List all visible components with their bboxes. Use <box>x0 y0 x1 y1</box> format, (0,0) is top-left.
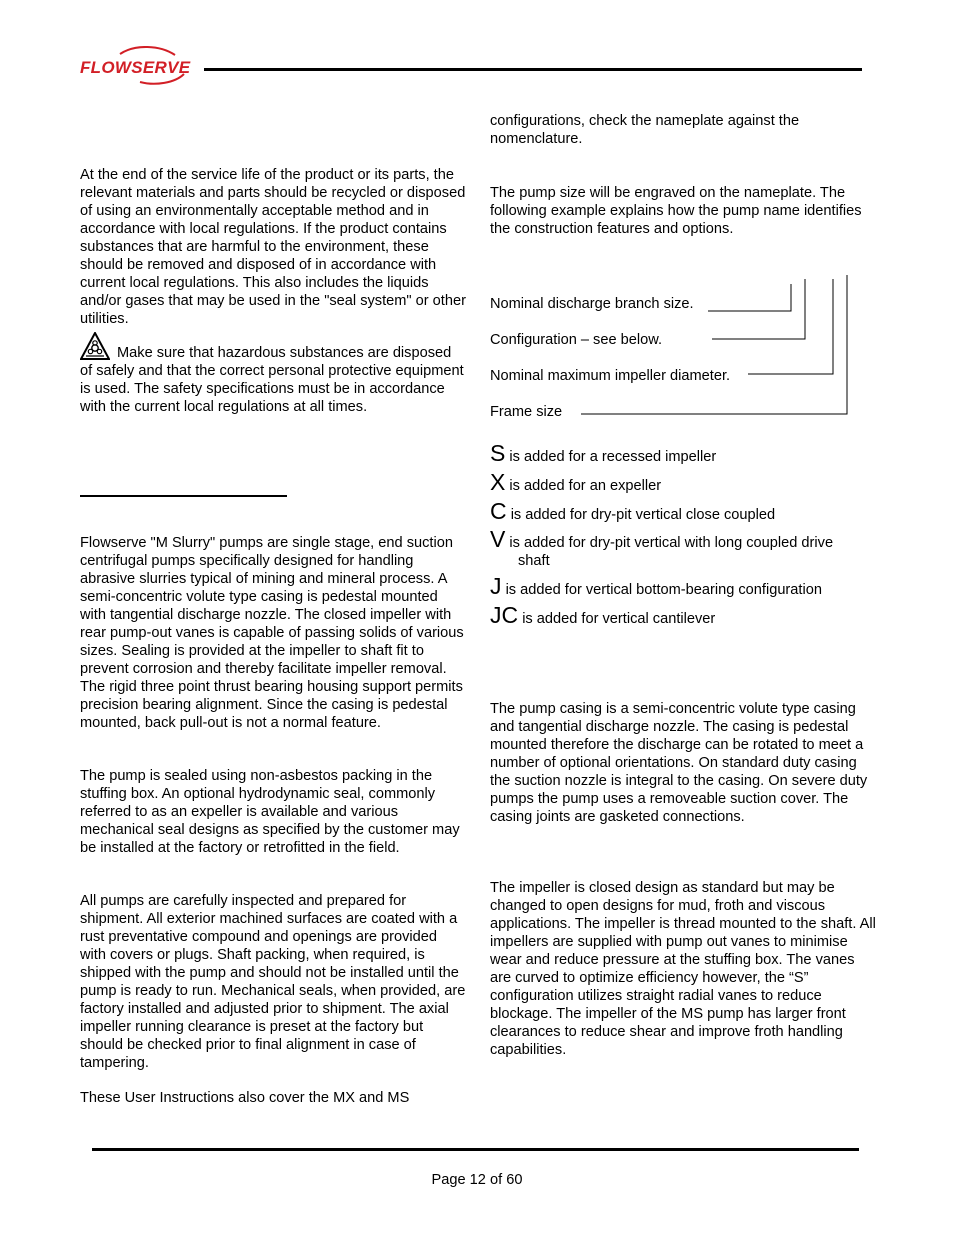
section-heading-rule <box>80 495 287 497</box>
diagram-label-configuration: Configuration – see below. <box>490 332 662 348</box>
footer-rule <box>92 1148 859 1151</box>
option-item <box>490 499 775 523</box>
diagram-label-frame-size: Frame size <box>490 404 563 420</box>
diagram-label-discharge: Nominal discharge branch size. <box>490 296 694 312</box>
option-letter: J <box>490 573 502 599</box>
impeller-paragraph: The impeller is closed design as standard but may be changed to open designs for mud, froth and viscous applications. The impeller is thread mounted to the shaft. All impellers are supplied with pump out vanes to minimise wear and reduce pressure at the stuffing box. The vanes are curved to optimize efficiency however, the “S” configuration utilizes straight radial vanes to reduce blockage. The impeller of the MS pump has larger front clearances to reduce shear and improve froth handling capabilities. <box>490 880 876 1058</box>
pump-size-paragraph: The pump size will be engraved on the nameplate. The following example explains how the pump name identifies the construction features and options. <box>490 185 862 237</box>
option-item <box>490 470 661 494</box>
option-text: is added for an expeller <box>509 478 662 494</box>
casing-paragraph: The pump casing is a semi-concentric volute type casing and tangential discharge nozzle. The casing is pedestal mounted therefore the discharge can be rotated to meet a number of optional orientations. On standard duty casing the suction nozzle is integral to the casing. On severe duty pumps the pump uses a removeable suction cover. The casing joints are gasketed connections. <box>490 701 868 825</box>
option-item <box>490 574 822 598</box>
hazard-paragraph: Make sure that hazardous substances are disposed of safely and that the correct personal protective equipment is used. The safety specifications must be in accordance with the current local regulations at all times. <box>80 345 464 415</box>
option-letter: C <box>490 498 507 524</box>
diagram-label-impeller-diameter: Nominal maximum impeller diameter. <box>490 368 731 384</box>
option-text: is added for vertical cantilever <box>522 611 716 627</box>
option-text-continuation: shaft <box>518 553 550 569</box>
option-item <box>490 527 833 551</box>
option-text: is added for dry-pit vertical with long coupled drive <box>509 535 834 551</box>
option-letter: S <box>490 440 506 466</box>
option-item <box>490 441 716 465</box>
page-number: Page 12 of 60 <box>431 1172 523 1188</box>
brand-name: FLOWSERVE <box>80 58 191 77</box>
option-letter: JC <box>490 602 519 628</box>
disposal-paragraph: At the end of the service life of the product or its parts, the relevant materials and parts should be recycled or disposed of using an environmentally acceptable method and in accordance with local regulations. If the product contains substances that are harmful to the environment, these should be removed and disposed of in accordance with current local regulations. This also includes the liquids and/or gases that may be used in the "seal system" or other utilities. <box>80 167 466 327</box>
flowserve-logo <box>80 46 198 86</box>
configurations-paragraph: configurations, check the nameplate against the nomenclature. <box>490 113 800 147</box>
option-text: is added for vertical bottom-bearing configuration <box>505 582 822 598</box>
inspection-paragraph: All pumps are carefully inspected and prepared for shipment. All exterior machined surfaces are coated with a rust preventative compound and openings are provided with covers or plugs. Shaft packing, when required, is shipped with the pump and should not be installed until the pump is ready to run. Mechanical seals, when provided, are factory installed and adjusted prior to shipment. The axial impeller running clearance is preset at the factory but should be checked prior to final alignment in case of tampering. <box>80 893 466 1071</box>
option-text: is added for a recessed impeller <box>509 449 717 465</box>
option-letter: X <box>490 469 506 495</box>
option-text: is added for dry-pit vertical close coupled <box>510 507 776 523</box>
header-rule <box>204 68 862 71</box>
option-item <box>490 603 715 627</box>
intro-paragraph: Flowserve "M Slurry" pumps are single stage, end suction centrifugal pumps specifically designed for handling abrasive slurries typical of mining and mineral process. A semi-concentric volute type casing is pedestal mounted with tangential discharge nozzle. The closed impeller with rear pump-out vanes is capable of passing solids of various sizes. Sealing is provided at the impeller to shaft fit to prevent corrosion and thereby facilitate impeller removal. The rigid three point thrust bearing housing support permits precision bearing alignment. Since the casing is pedestal mounted, back pull-out is not a normal feature. <box>80 535 464 731</box>
sealing-paragraph: The pump is sealed using non-asbestos packing in the stuffing box. An optional hydrodynamic seal, commonly referred to as an expeller is available and various mechanical seal designs as specified by the customer may be installed at the factory or retrofitted in the field. <box>80 768 460 856</box>
option-letter: V <box>490 526 506 552</box>
cover-paragraph: These User Instructions also cover the MX and MS <box>80 1090 410 1106</box>
